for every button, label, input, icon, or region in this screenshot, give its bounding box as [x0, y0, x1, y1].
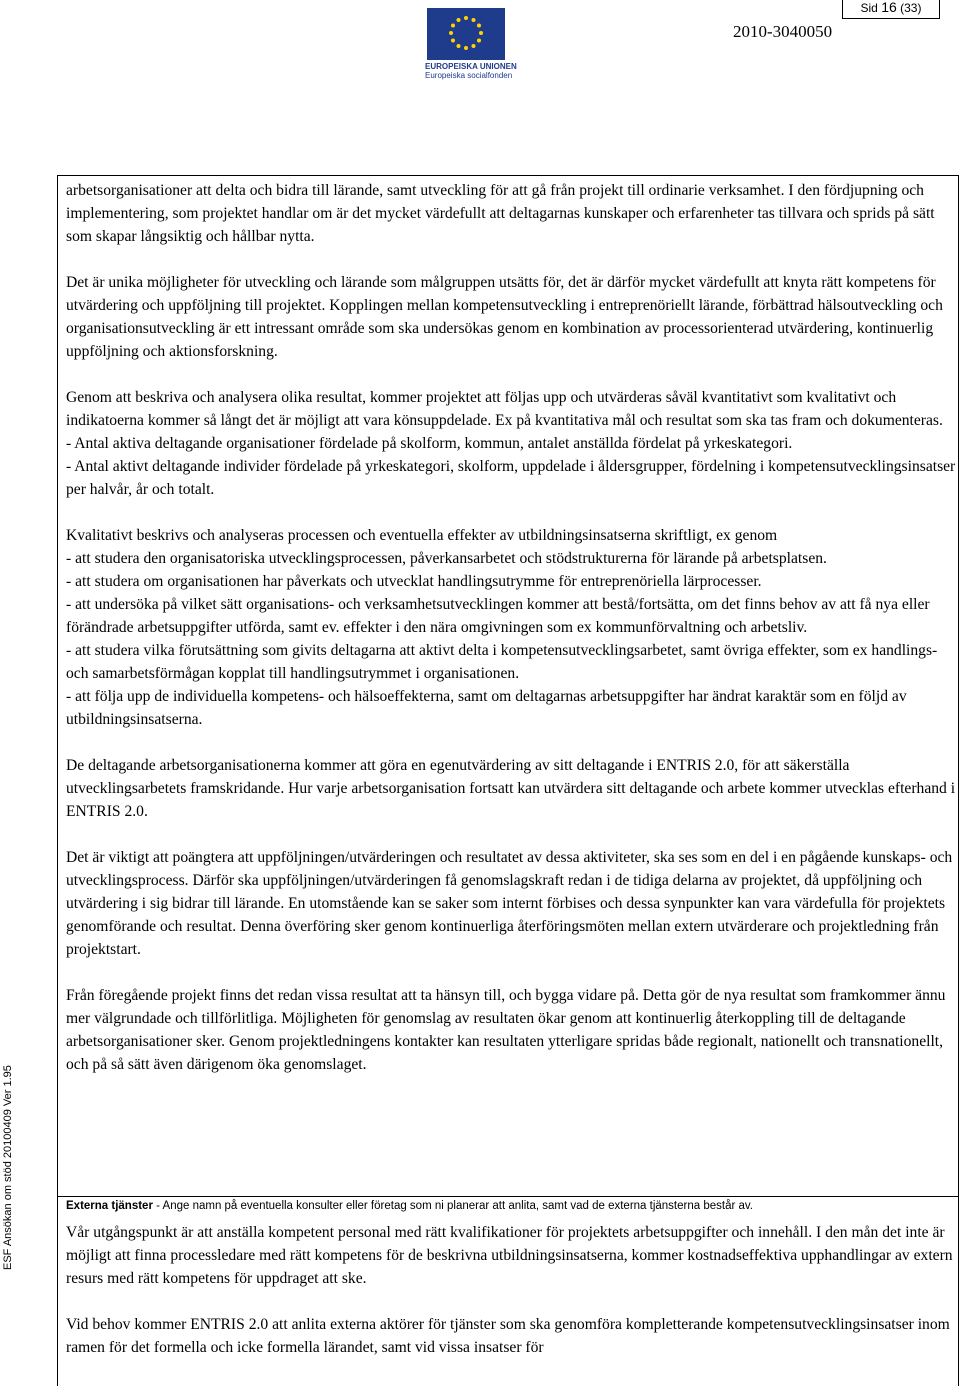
paragraph: Från föregående projekt finns det redan vissa resultat att ta hänsyn till, och bygga vidare på. Detta gör de nya resultat som framkommer ännu mer välgrundade och tillförlitliga. Möjligheten för genomslag av resultaten ökar genom att kontinuerlig återkoppling till de deltagande arbetsorganisationer sker. Genom projektledningens kontakter kan resultaten ytterligare spridas både regionalt, nationellt och transnationellt, och på så sätt även därigenom öka genomslaget.: [66, 987, 946, 1073]
paragraph: arbetsorganisationer att delta och bidra till lärande, samt utveckling för att gå från projekt till ordinarie verksamhet. I den fördjupning och implementering, som projektet handlar om är det mycket värdefullt att deltagarnas kunskaper och erfarenheter tas tillvara och sprids på sätt som skapar långsiktig och hållbar nytta.: [66, 182, 935, 245]
page-number-box: [842, 0, 940, 19]
paragraph: Vår utgångspunkt är att anställa kompetent personal med rätt kvalifikationer för projektets arbetsuppgifter och innehåll. I den mån det inte är möjligt att finna processledare med rätt kompetens för de beskrivna utbildningsinsatserna, kommer kostnadseffektiva upphandlingar av extern resurs med rätt kompetens för uppdraget att ske.: [66, 1224, 953, 1287]
paragraph: Kvalitativt beskrivs och analyseras processen och eventuella effekter av utbildningsinsatserna skriftligt, ex genom - att studera den organisatoriska utvecklingsprocessen, påverkansarbetet och stödstrukturerna för lärande på arbetsplatsen. - att studera om organisationen har påverkats och utvecklat handlingsutrymme för entreprenöriella lärprocesser. - att undersöka på vilket sätt organisations- och verksamhetsutvecklingen kommer att bestå/fortsätta, om det finns behov av att få nya eller förändrade arbetsuppgifter utförda, samt ev. effekter i den nära omgivningen som ex kommunförvaltning och arbetsliv. - att studera vilka förutsättning som givits deltagarna att aktivt delta i kompetensutvecklingsarbetet, samt övriga effekter, som ex handlings- och samarbetsförmågan kopplat till handlingsutrymmet i organisationen. - att följa upp de individuella kompetens- och hälsoeffekterna, samt om deltagarnas arbetsuppgifter har ändrat karaktär som en följd av utbildningsinsatserna.: [66, 527, 938, 728]
eu-flag-icon: [427, 8, 505, 60]
sidebar-version: [0, 1020, 14, 1270]
paragraph: Genom att beskriva och analysera olika resultat, kommer projektet att följas upp och utvärderas såväl kvantitativt som kvalitativt och indikatoerna kommer så långt det är möjligt att vara könsuppdelade. Ex på kvantitativa mål och resultat som ska tas fram och dokumenteras. - Antal aktiva deltagande organisationer fördelade på skolform, kommun, antalet anställda fördelat på yrkeskategori. - Antal aktivt deltagande individer fördelade på yrkeskategori, skolform, uppdelade i åldersgrupper, fördelning i kompetensutvecklingsinsatser per halvår, år och totalt.: [66, 389, 956, 498]
page-label: Sid: [860, 1, 878, 15]
external-services-text: [66, 1221, 956, 1382]
external-services-heading: [66, 1200, 956, 1212]
external-services-hint: - Ange namn på eventuella konsulter eller företag som ni planerar att anlita, samt vad de externa tjänsterna består av.: [152, 1200, 753, 1212]
paragraph: Vid behov kommer ENTRIS 2.0 att anlita externa aktörer för tjänster som ska genomföra kompletterande kompetensutvecklingsinsatser inom ramen för det formella och icke formella lärandet, samt vid vissa insatser för: [66, 1316, 950, 1356]
version-text: ESF Ansökan om stöd 20100409 Ver 1.95: [2, 1065, 14, 1270]
paragraph: Det är unika möjligheter för utveckling och lärande som målgruppen utsätts för, det är därför mycket värdefullt att knyta rätt kompetens för utvärdering och uppföljning till projektet. Kopplingen mellan kompetensutveckling i entreprenöriellt lärande, förbättrad hälsoutveckling och organisationsutveckling är ett intressant område som ska undersökas genom en kombination av processorienterad utvärdering, kontinuerlig uppföljning och aktionsforskning.: [66, 274, 943, 360]
logo-subtitle: Europeiska socialfonden: [425, 71, 513, 80]
page-total: (33): [900, 1, 922, 15]
main-text: [66, 179, 956, 1076]
reference-number: 2010-3040050: [733, 22, 833, 41]
section-divider: [58, 1196, 958, 1197]
content-box: [57, 175, 959, 1386]
external-services-label: Externa tjänster: [66, 1200, 153, 1212]
paragraph: De deltagande arbetsorganisationerna kommer att göra en egenutvärdering av sitt deltagande i ENTRIS 2.0, för att säkerställa utvecklingsarbetets framskridande. Hur varje arbetsorganisation fortsatt kan utvärdera sitt deltagande och arbete kommer utvecklas efterhand i ENTRIS 2.0.: [66, 757, 956, 820]
paragraph: Det är viktigt att poängtera att uppföljningen/utvärderingen och resultatet av dessa aktiviteter, ska ses som en del i en pågående kunskaps- och utvecklingsprocess. Därför ska uppföljningen/utvärderingen få genomslagskraft redan i de tidiga delarna av projektet, då uppföljning och utvärdering i sig bidrar till lärande. En utomstående kan se saker som internt förbises och dessa synpunkter kan vara värdefulla för projektets genomförande och resultat. Denna överföring sker genom kontinuerliga återföringsmöten mellan extern utvärderare och projektledning från projektstart.: [66, 849, 953, 958]
page-number: 16: [881, 0, 897, 15]
eu-logo: [425, 8, 517, 80]
logo-title: EUROPEISKA UNIONEN: [425, 62, 517, 71]
